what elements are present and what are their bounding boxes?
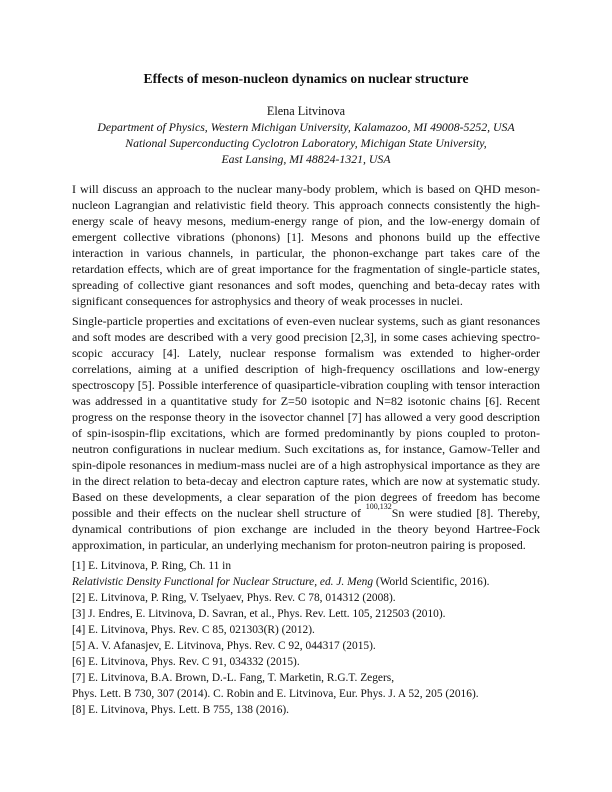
reference-1-line-2 bbox=[72, 574, 540, 590]
reference-7-line-2: Phys. Lett. B 730, 307 (2014). C. Robin and E. Litvinova, Eur. Phys. J. A 52, 205 (2016). bbox=[72, 688, 479, 700]
reference-1-line-1: [1] E. Litvinova, P. Ring, Ch. 11 in bbox=[72, 560, 232, 572]
isotope-symbol: Sn bbox=[391, 506, 405, 520]
reference-1-publisher: (World Scientific, 2016). bbox=[373, 576, 490, 588]
reference-7-line-1: [7] E. Litvinova, B.A. Brown, D.-L. Fang, T. Marketin, R.G.T. Zegers, bbox=[72, 672, 395, 684]
affiliations bbox=[60, 119, 552, 167]
reference-3: [3] J. Endres, E. Litvinova, D. Savran, et al., Phys. Rev. Lett. 105, 212503 (2010). bbox=[72, 608, 446, 620]
reference-8: [8] E. Litvinova, Phys. Lett. B 755, 138 (2016). bbox=[72, 704, 290, 716]
author-name: Elena Litvinova bbox=[266, 104, 346, 118]
affiliation-line-1: Department of Physics, Western Michigan University, Kalamazoo, MI 49008-5252, USA bbox=[97, 120, 515, 134]
paragraph-2-text-end: were studied [8]. Thereby, dynamical contributions of pion exchange are included in the theory beyond Hartree-Fock approximation, in particular, an underlying mechanism for proton-neutron pairing is proposed. bbox=[72, 506, 540, 552]
affiliation-line-3: East Lansing, MI 48824-1321, USA bbox=[221, 152, 391, 166]
reference-6: [6] E. Litvinova, Phys. Rev. C 91, 034332 (2015). bbox=[72, 656, 300, 668]
reference-1-book-title: Relativistic Density Functional for Nuclear Structure, ed. J. Meng bbox=[72, 576, 374, 588]
paper-title: Effects of meson-nucleon dynamics on nuclear structure bbox=[143, 71, 469, 86]
reference-list bbox=[72, 558, 540, 718]
isotope-mass-number: 100,132 bbox=[365, 502, 392, 511]
paragraph-2-text-start: Single-particle properties and excitations of even-even nuclear systems, such as giant resonances and soft modes are described with a very good precision [2,3], in some cases achieving spectro-scopic accuracy [4]. Lately, nuclear response formalism was extended to higher-order correlations, aiming at a unified description of high-frequency oscillations and low-energy spectroscopy [5]. Possible interference of quasiparticle-vibration coupling with tensor interaction was addressed in a quantitative study for Z=50 isotopic and N=82 isotonic chains [6]. Recent progress on the response theory in the isovector channel [7] has allowed a very good description of spin-isospin-flip excitations, which are formed predominantly by pions coupled to proton-neutron configurations in nuclear medium. Such excitations as, for instance, Gamow-Teller and spin-dipole resonances in medium-mass nuclei are of a high astrophysical importance as they are in the direct relation to beta-decay and electron capture rates, which are now at systematic study. Based on these developments, a clear separation of the pion degrees of freedom has become possible and their effects on the nuclear shell structure of bbox=[72, 314, 540, 520]
reference-5: [5] A. V. Afanasjev, E. Litvinova, Phys. Rev. C 92, 044317 (2015). bbox=[72, 640, 376, 652]
reference-4: [4] E. Litvinova, Phys. Rev. C 85, 021303(R) (2012). bbox=[72, 624, 315, 636]
abstract-paragraph-2 bbox=[72, 313, 540, 553]
reference-2: [2] E. Litvinova, P. Ring, V. Tselyaev, Phys. Rev. C 78, 014312 (2008). bbox=[72, 592, 396, 604]
affiliation-line-2: National Superconducting Cyclotron Laboratory, Michigan State University, bbox=[125, 136, 487, 150]
abstract-paragraph-1: I will discuss an approach to the nuclear many-body problem, which is based on QHD meson-nucleon Lagrangian and relativistic field theory. This approach connects consistently the high-energy scale of heavy mesons, medium-energy range of pion, and the low-energy domain of emergent collective vibrations (phonons) [1]. Mesons and phonons build up the effective interaction in various channels, in particular, the phonon-exchange part takes care of the retardation effects, which are of great importance for the fragmentation of single-particle states, spreading of collective giant resonances and soft modes, quenching and beta-decay rates with significant consequences for astrophysics and theory of weak processes in nuclei. bbox=[72, 182, 540, 308]
